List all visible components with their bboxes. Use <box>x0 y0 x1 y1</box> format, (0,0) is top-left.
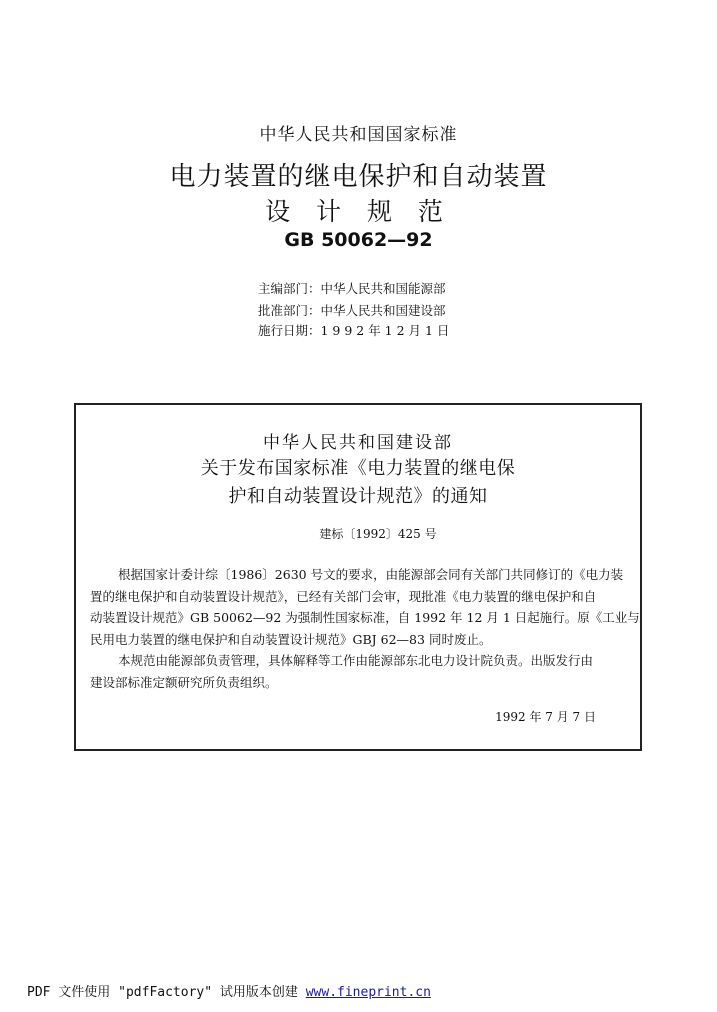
notice-body <box>90 564 640 693</box>
notice-body-line: 建设部标准定额研究所负责组织。 <box>90 674 278 690</box>
standard-type-line: 中华人民共和国国家标准 <box>259 125 458 145</box>
document-title-line-2: 设 计 规 范 <box>265 197 452 226</box>
notice-date: 1992 年 7 月 7 日 <box>495 710 596 724</box>
approver-department: 批准部门：中华人民共和国建设部 <box>258 303 446 318</box>
document-number: 建标〔1992〕425 号 <box>319 527 437 541</box>
notice-body-line: 动装置设计规范》GB 50062—92 为强制性国家标准，自 1992 年 12 月 1 日起施行。原《工业与 <box>90 610 640 625</box>
standard-code: GB 50062—92 <box>284 229 433 251</box>
notice-body-line: 根据国家计委计综〔1986〕2630 号文的要求，由能源部会同有关部门共同修订的《电力装 <box>118 567 624 582</box>
notice-body-line: 民用电力装置的继电保护和自动装置设计规范》GBJ 62—83 同时废止。 <box>90 631 492 647</box>
notice-title-line-2: 护和自动装置设计规范》的通知 <box>228 486 488 507</box>
notice-body-line: 本规范由能源部负责管理，具体解释等工作由能源部东北电力设计院负责。出版发行由 <box>118 653 594 668</box>
notice-box <box>74 403 642 751</box>
footer-text: PDF 文件使用 "pdfFactory" 试用版本创建 <box>27 985 306 1000</box>
notice-issuer: 中华人民共和国建设部 <box>263 433 453 453</box>
document-title-line-1: 电力装置的继电保护和自动装置 <box>169 162 548 192</box>
editor-department: 主编部门：中华人民共和国能源部 <box>258 281 446 296</box>
footer-link[interactable]: www.fineprint.cn <box>305 985 431 1000</box>
pdf-footer <box>27 981 431 1000</box>
effective-date: 施行日期：1 9 9 2 年 1 2 月 1 日 <box>258 323 450 338</box>
notice-title-line-1: 关于发布国家标准《电力装置的继电保 <box>200 458 516 479</box>
notice-body-line: 置的继电保护和自动装置设计规范》，已经有关部门会审，现批准《电力装置的继电保护和自 <box>90 588 597 604</box>
